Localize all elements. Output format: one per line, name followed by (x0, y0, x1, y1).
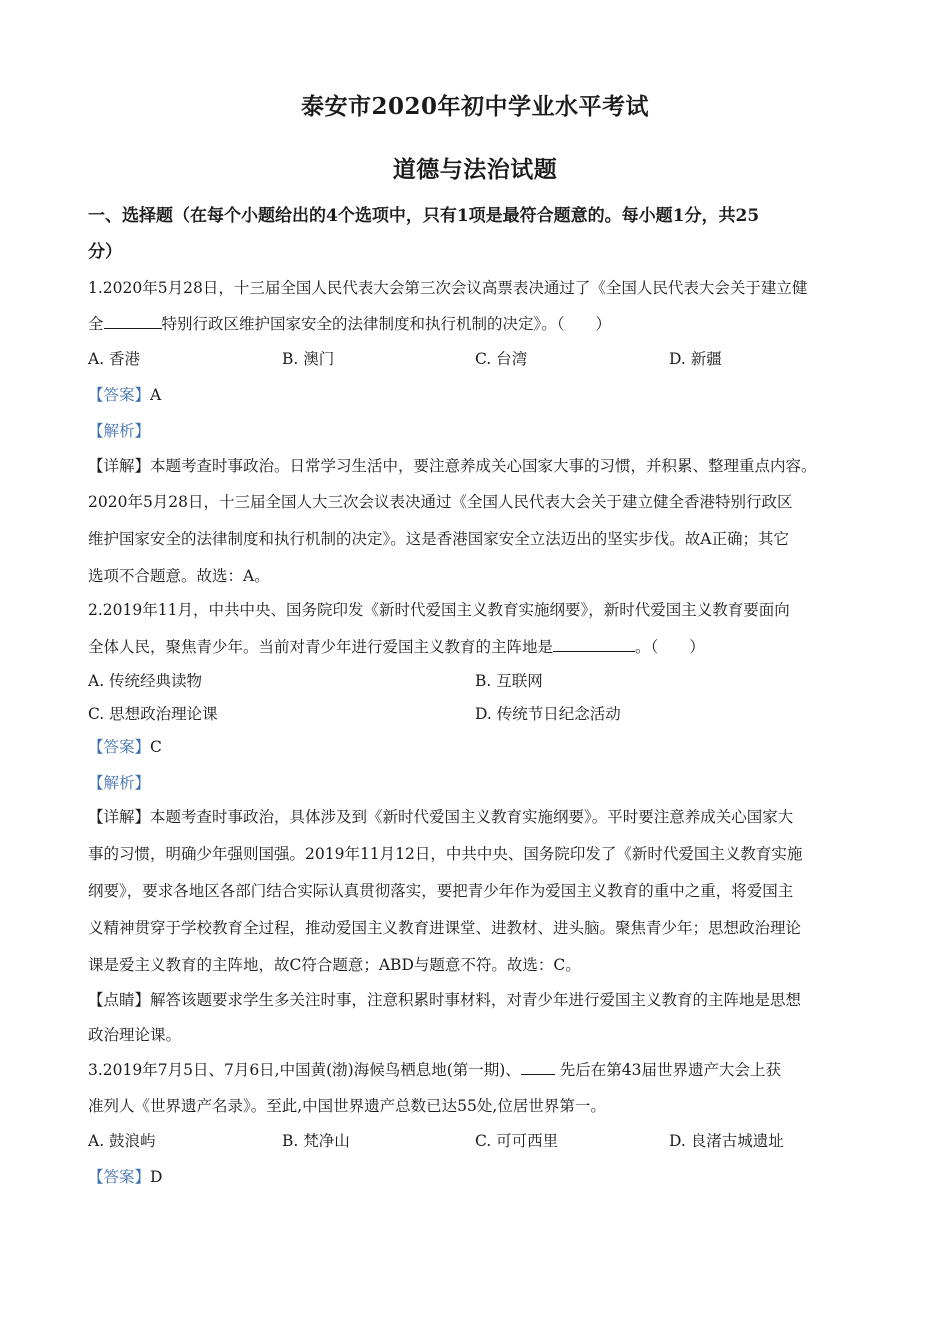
q1-detail-line4: 选项不合题意。故选：A。 (88, 567, 270, 585)
q2-stem-line1: 2.2019年11月，中共中央、国务院印发《新时代爱国主义教育实施纲要》，新时代爱国主义教育要面向 (88, 601, 790, 619)
answer-label: 【答案】 (88, 1168, 151, 1186)
q2-stem-line2 (88, 637, 878, 657)
q1-detail-line1 (88, 456, 878, 476)
q1-option-a: A. 香港 (88, 350, 141, 368)
answer-label: 【答案】 (88, 386, 151, 404)
q1-answer (88, 385, 878, 405)
q3-option-b: B. 梵净山 (282, 1132, 350, 1150)
q1-analysis-label (88, 421, 878, 441)
q1-detail-line2: 2020年5月28日，十三届全国人大三次会议表决通过《全国人民代表大会关于建立健全香港特别行政区 (88, 493, 793, 511)
q2-detail-text1: 本题考查时事政治，具体涉及到《新时代爱国主义教育实施纲要》。平时要注意养成关心国家大 (150, 808, 794, 826)
q1-stem-line2 (88, 314, 878, 334)
q1-detail-text1: 本题考查时事政治。日常学习生活中，要注意养成关心国家大事的习惯，并积累、整理重点内容。 (150, 457, 817, 475)
exam-title: 泰安市2020年初中学业水平考试 (300, 93, 649, 120)
q3-blank (521, 1060, 555, 1075)
q2-comment-line1 (88, 990, 878, 1010)
q2-detail-line3: 纲要》，要求各地区各部门结合实际认真贯彻落实，要把青少年作为爱国主义教育的重中之重，将爱国主 (88, 882, 794, 900)
q3-stem-line1 (88, 1060, 878, 1080)
q1-stem-pre: 全 (88, 315, 104, 333)
q2-answer-value: C (150, 738, 162, 756)
q2-answer (88, 737, 878, 757)
exam-subtitle: 道德与法治试题 (392, 156, 558, 183)
q2-analysis-label (88, 773, 878, 793)
q1-option-b: B. 澳门 (282, 350, 335, 368)
q2-detail-line2: 事的习惯，明确少年强则国强。2019年11月12日，中共中央、国务院印发了《新时代爱国主义教育实施 (88, 845, 803, 863)
analysis-label: 【解析】 (88, 774, 151, 792)
q2-option-a: A. 传统经典读物 (88, 672, 203, 690)
q1-stem-post: 特别行政区维护国家安全的法律制度和执行机制的决定》。（ ） (161, 315, 612, 333)
q3-option-d: D. 良渚古城遗址 (669, 1132, 784, 1150)
q3-stem-post: 先后在第43届世界遗产大会上获 (554, 1061, 781, 1079)
q3-option-a: A. 鼓浪屿 (88, 1132, 156, 1150)
q2-comment-line2: 政治理论课。 (88, 1026, 182, 1044)
section-heading-line1: 一、选择题（在每个小题给出的4个选项中，只有1项是最符合题意的。每小题1分，共25 (88, 206, 760, 226)
q1-detail-line3: 维护国家安全的法律制度和执行机制的决定》。这是香港国家安全立法迈出的坚实步伐。故A正确；其它 (88, 530, 789, 548)
q2-detail-line5: 课是爱主义教育的主阵地，故C符合题意；ABD与题意不符。故选：C。 (88, 956, 581, 974)
q2-option-d: D. 传统节日纪念活动 (475, 705, 621, 723)
detail-label: 【详解】 (88, 808, 151, 826)
answer-label: 【答案】 (88, 738, 151, 756)
q1-blank (104, 314, 162, 329)
q2-comment-text1: 解答该题要求学生多关注时事，注意积累时事材料，对青少年进行爱国主义教育的主阵地是思想 (150, 991, 802, 1009)
q3-option-c: C. 可可西里 (475, 1132, 559, 1150)
q1-option-d: D. 新疆 (669, 350, 722, 368)
q1-stem-line1: 1.2020年5月28日，十三届全国人民代表大会第三次会议高票表决通过了《全国人民代表大会关于建立健 (88, 279, 808, 297)
analysis-label: 【解析】 (88, 422, 151, 440)
q2-detail-line4: 义精神贯穿于学校教育全过程，推动爱国主义教育进课堂、进教材、进头脑。聚焦青少年；思想政治理论 (88, 919, 802, 937)
q2-option-c: C. 思想政治理论课 (88, 705, 218, 723)
q3-answer-value: D (150, 1168, 163, 1186)
q3-stem-pre: 3.2019年7月5日、7月6日,中国黄(渤)海候鸟栖息地(第一期)、 (88, 1061, 521, 1079)
q3-answer (88, 1167, 878, 1187)
q2-stem-pre: 全体人民，聚焦青少年。当前对青少年进行爱国主义教育的主阵地是 (88, 638, 554, 656)
detail-label: 【详解】 (88, 457, 151, 475)
comment-label: 【点睛】 (88, 991, 151, 1009)
q1-answer-value: A (150, 386, 162, 404)
q1-option-c: C. 台湾 (475, 350, 528, 368)
q2-detail-line1 (88, 807, 878, 827)
q2-option-b: B. 互联网 (475, 672, 543, 690)
section-heading-line2: 分） (88, 242, 122, 262)
q3-stem-line2: 准列人《世界遗产名录》。至此,中国世界遗产总数已达55处,位居世界第一。 (88, 1097, 606, 1115)
q2-blank (553, 637, 635, 652)
q2-stem-post: 。（ ） (635, 638, 705, 656)
